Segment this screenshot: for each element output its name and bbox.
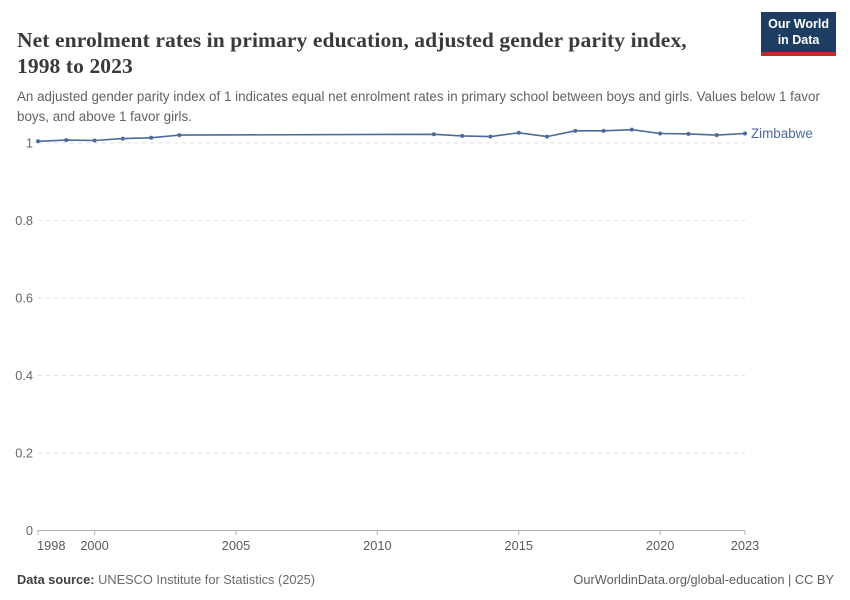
y-tick-label: 0: [25, 523, 33, 538]
data-point-1999[interactable]: [64, 138, 68, 142]
x-tick-label: 1998: [37, 538, 66, 553]
chart-subtitle: An adjusted gender parity index of 1 indicates equal net enrolment rates in primary school between boys and girls. Values below 1 favor boys, and above 1 favor girls.: [17, 89, 820, 124]
y-tick-label: 0.6: [15, 290, 33, 306]
x-tick-label: 2000: [80, 538, 109, 553]
y-tick-label: 0.8: [15, 212, 33, 228]
data-point-2020[interactable]: [658, 132, 662, 136]
data-point-1998[interactable]: [36, 139, 40, 143]
owid-logo-line2: in Data: [777, 32, 820, 47]
data-point-2016[interactable]: [545, 135, 549, 139]
data-point-2015[interactable]: [517, 131, 521, 135]
chart-title: Net enrolment rates in primary education, adjusted gender parity index, 1998 to 2023: [17, 28, 687, 79]
data-point-2022[interactable]: [715, 133, 719, 137]
data-point-2018[interactable]: [602, 129, 606, 133]
data-point-2000[interactable]: [93, 139, 97, 143]
series-line-zimbabwe[interactable]: [38, 130, 745, 142]
x-tick-label: 2005: [221, 538, 251, 553]
data-point-2014[interactable]: [488, 135, 492, 139]
data-point-2001[interactable]: [121, 137, 125, 141]
x-tick-label: 2015: [504, 538, 533, 553]
data-source-value: UNESCO Institute for Statistics (2025): [98, 572, 316, 587]
series-label-zimbabwe[interactable]: Zimbabwe: [751, 126, 813, 142]
data-point-2023[interactable]: [743, 132, 747, 136]
y-tick-label: 0.2: [15, 445, 33, 461]
data-point-2017[interactable]: [573, 129, 577, 133]
owid-logo-line1: Our World: [768, 17, 829, 31]
owid-logo[interactable]: [761, 12, 836, 56]
data-point-2002[interactable]: [149, 136, 153, 140]
data-point-2003[interactable]: [177, 133, 181, 137]
data-point-2021[interactable]: [686, 132, 690, 136]
x-tick-label: 2023: [730, 538, 760, 553]
data-source-label: Data source:: [17, 572, 95, 587]
x-tick-label: 2010: [363, 538, 392, 553]
data-source-note: [17, 572, 315, 587]
x-tick-label: 2020: [645, 538, 675, 553]
chart-footer: [17, 572, 834, 587]
owid-license-link[interactable]: OurWorldinData.org/global-education | CC BY: [573, 572, 834, 587]
y-tick-label: 1: [25, 135, 33, 151]
data-point-2013[interactable]: [460, 134, 464, 138]
data-point-2019[interactable]: [630, 128, 634, 132]
data-point-2012[interactable]: [432, 132, 436, 136]
y-tick-label: 0.4: [15, 367, 33, 383]
